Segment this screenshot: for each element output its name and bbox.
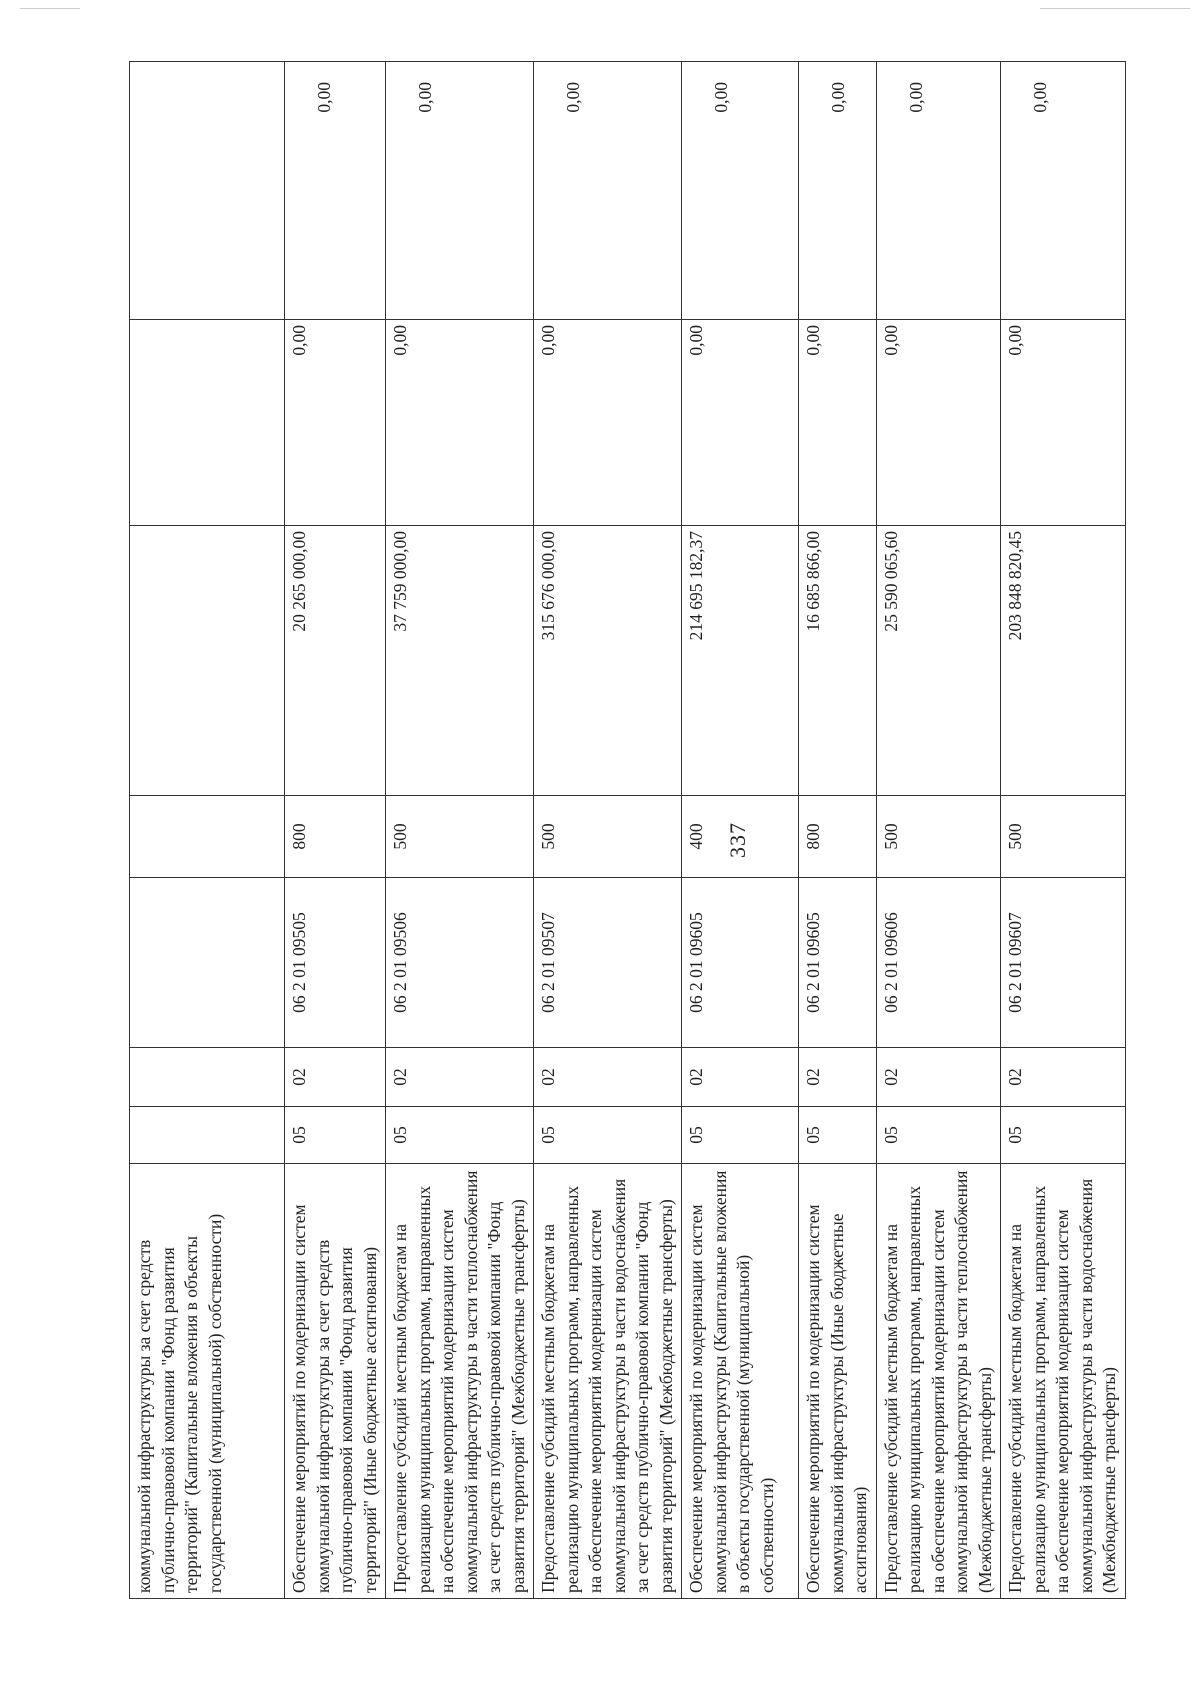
target-article-cell: 06 2 01 09605 <box>682 878 799 1048</box>
amount-year3-cell: 0,00 <box>285 62 386 320</box>
target-article-cell: 06 2 01 09605 <box>799 878 877 1048</box>
amount-year1-cell: 37 759 000,00 <box>386 526 534 796</box>
section-code-cell: 05 <box>1001 1107 1126 1164</box>
amount-year3-cell: 0,00 <box>534 62 682 320</box>
section-code-cell: 05 <box>285 1107 386 1164</box>
rotated-table-container <box>129 62 1119 1599</box>
amount-year1-cell: 203 848 820,45 <box>1001 526 1126 796</box>
expense-type-cell: 400 <box>682 796 799 878</box>
expense-type-cell: 500 <box>876 796 1001 878</box>
budget-table <box>129 61 1126 1599</box>
amount-year2-cell: 0,00 <box>682 320 799 526</box>
expense-type-cell: 800 <box>799 796 877 878</box>
target-article-cell: 06 2 01 09506 <box>386 878 534 1048</box>
expense-name-cell: Предоставление субсидий местным бюджетам на реализацию муниципальных программ, направленных на обеспечение мероприятий модернизации систем коммунальной инфраструктуры в части водоснабжения (Межбюджетные трансферты) <box>1001 1164 1126 1599</box>
subsection-code-cell: 02 <box>876 1048 1001 1107</box>
target-article-cell: 06 2 01 09606 <box>876 878 1001 1048</box>
expense-name-cell: Предоставление субсидий местным бюджетам на реализацию муниципальных программ, направленных на обеспечение мероприятий модернизации систем коммунальной инфраструктуры в части теплоснабжения (Межбюджетные трансферты) <box>876 1164 1001 1599</box>
amount-year2-cell: 0,00 <box>799 320 877 526</box>
amount-year1-cell: 20 265 000,00 <box>285 526 386 796</box>
amount-year1-cell <box>130 526 285 796</box>
expense-type-cell: 500 <box>534 796 682 878</box>
target-article-cell: 06 2 01 09607 <box>1001 878 1126 1048</box>
section-code-cell: 05 <box>876 1107 1001 1164</box>
expense-name-cell: коммунальной инфраструктуры за счет средств публично-правовой компании "Фонд развития территорий" (Капитальные вложения в объекты государственной (муниципальной) собственности) <box>130 1164 285 1599</box>
amount-year2-cell: 0,00 <box>285 320 386 526</box>
expense-name-cell: Обеспечение мероприятий по модернизации систем коммунальной инфраструктуры (Капитальные вложения в объекты государственной (муниципальной) собственности) <box>682 1164 799 1599</box>
table-row <box>285 62 386 1599</box>
table-row <box>876 62 1001 1599</box>
amount-year1-cell: 315 676 000,00 <box>534 526 682 796</box>
amount-year3-cell: 0,00 <box>386 62 534 320</box>
section-code-cell: 05 <box>799 1107 877 1164</box>
amount-year3-cell: 0,00 <box>799 62 877 320</box>
amount-year1-cell: 214 695 182,37 <box>682 526 799 796</box>
subsection-code-cell <box>130 1048 285 1107</box>
amount-year2-cell: 0,00 <box>386 320 534 526</box>
section-code-cell <box>130 1107 285 1164</box>
expense-name-cell: Предоставление субсидий местным бюджетам на реализацию муниципальных программ, направленных на обеспечение мероприятий модернизации систем коммунальной инфраструктуры в части теплоснабжения за счет средств публично-правовой компании "Фонд развития территорий" (Межбюджетные трансферты) <box>386 1164 534 1599</box>
section-code-cell: 05 <box>682 1107 799 1164</box>
subsection-code-cell: 02 <box>534 1048 682 1107</box>
target-article-cell: 06 2 01 09505 <box>285 878 386 1048</box>
expense-type-cell: 500 <box>1001 796 1126 878</box>
table-row <box>682 62 799 1599</box>
target-article-cell <box>130 878 285 1048</box>
expense-name-cell: Обеспечение мероприятий по модернизации систем коммунальной инфраструктуры (Иные бюджетные ассигнования) <box>799 1164 877 1599</box>
section-code-cell: 05 <box>534 1107 682 1164</box>
amount-year3-cell: 0,00 <box>682 62 799 320</box>
amount-year3-cell <box>130 62 285 320</box>
expense-name-cell: Предоставление субсидий местным бюджетам на реализацию муниципальных программ, направленных на обеспечение мероприятий модернизации систем коммунальной инфраструктуры в части водоснабжения за счет средств публично-правовой компании "Фонд развития территорий" (Межбюджетные трансферты) <box>534 1164 682 1599</box>
amount-year1-cell: 16 685 866,00 <box>799 526 877 796</box>
amount-year2-cell <box>130 320 285 526</box>
table-body <box>130 62 1126 1599</box>
amount-year3-cell: 0,00 <box>876 62 1001 320</box>
expense-type-cell <box>130 796 285 878</box>
subsection-code-cell: 02 <box>1001 1048 1126 1107</box>
table-row <box>130 62 285 1599</box>
amount-year1-cell: 25 590 065,60 <box>876 526 1001 796</box>
amount-year2-cell: 0,00 <box>1001 320 1126 526</box>
expense-name-cell: Обеспечение мероприятий по модернизации систем коммунальной инфраструктуры за счет средств публично-правовой компании "Фонд развития территорий" (Иные бюджетные ассигнования) <box>285 1164 386 1599</box>
section-code-cell: 05 <box>386 1107 534 1164</box>
expense-type-cell: 800 <box>285 796 386 878</box>
target-article-cell: 06 2 01 09507 <box>534 878 682 1048</box>
subsection-code-cell: 02 <box>682 1048 799 1107</box>
subsection-code-cell: 02 <box>285 1048 386 1107</box>
scan-artifact <box>20 8 80 9</box>
subsection-code-cell: 02 <box>799 1048 877 1107</box>
amount-year2-cell: 0,00 <box>534 320 682 526</box>
table-row <box>1001 62 1126 1599</box>
table-row <box>534 62 682 1599</box>
expense-type-cell: 500 <box>386 796 534 878</box>
subsection-code-cell: 02 <box>386 1048 534 1107</box>
scan-artifact <box>1040 8 1190 9</box>
amount-year2-cell: 0,00 <box>876 320 1001 526</box>
table-row <box>386 62 534 1599</box>
table-row <box>799 62 877 1599</box>
page-number: 337 <box>725 822 750 858</box>
amount-year3-cell: 0,00 <box>1001 62 1126 320</box>
